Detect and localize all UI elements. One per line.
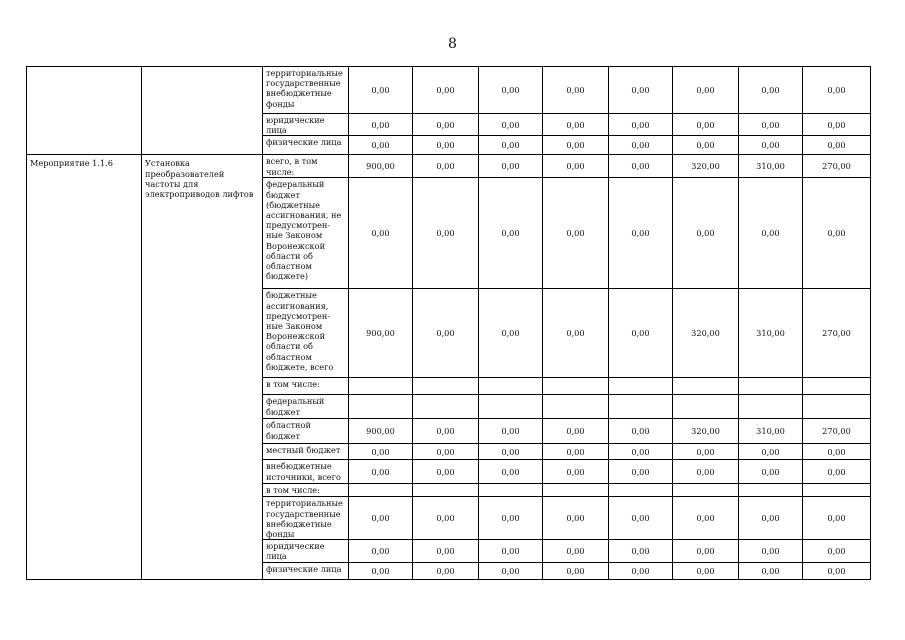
amount-cell: 0,00 — [673, 540, 739, 562]
amount-cell: 0,00 — [413, 444, 479, 460]
amount-cell: 900,00 — [349, 419, 413, 444]
amount-cell — [479, 484, 543, 497]
amount-cell — [479, 378, 543, 395]
amount-cell: 0,00 — [479, 497, 543, 540]
amount-cell: 0,00 — [413, 155, 479, 178]
amount-cell: 0,00 — [543, 178, 609, 289]
amount-cell — [413, 484, 479, 497]
amount-cell — [349, 484, 413, 497]
amount-cell: 0,00 — [543, 497, 609, 540]
amount-cell: 0,00 — [349, 114, 413, 136]
amount-cell — [543, 484, 609, 497]
amount-cell: 0,00 — [543, 419, 609, 444]
amount-cell — [479, 395, 543, 419]
amount-cell: 0,00 — [803, 136, 871, 155]
amount-cell — [803, 484, 871, 497]
amount-cell: 0,00 — [413, 114, 479, 136]
amount-cell: 310,00 — [739, 155, 803, 178]
amount-cell: 0,00 — [543, 67, 609, 114]
amount-cell: 0,00 — [543, 155, 609, 178]
amount-cell: 0,00 — [673, 67, 739, 114]
amount-cell — [609, 378, 673, 395]
amount-cell: 0,00 — [609, 460, 673, 484]
amount-cell: 0,00 — [479, 136, 543, 155]
amount-cell: 0,00 — [479, 178, 543, 289]
funding-source-label: в том числе: — [263, 484, 349, 497]
amount-cell: 0,00 — [413, 562, 479, 579]
amount-cell: 0,00 — [609, 289, 673, 378]
funding-source-label: областной бюджет — [263, 419, 349, 444]
amount-cell: 0,00 — [543, 562, 609, 579]
funding-source-label: федеральный бюджет — [263, 395, 349, 419]
amount-cell: 0,00 — [673, 497, 739, 540]
funding-source-label: физические лица — [263, 562, 349, 579]
amount-cell — [739, 395, 803, 419]
amount-cell: 0,00 — [673, 136, 739, 155]
amount-cell: 0,00 — [609, 497, 673, 540]
amount-cell — [413, 378, 479, 395]
amount-cell: 0,00 — [349, 136, 413, 155]
amount-cell — [803, 378, 871, 395]
amount-cell: 0,00 — [803, 540, 871, 562]
amount-cell: 0,00 — [479, 114, 543, 136]
amount-cell: 0,00 — [543, 540, 609, 562]
page-number: 8 — [447, 36, 458, 52]
amount-cell: 270,00 — [803, 155, 871, 178]
table-row — [27, 155, 871, 178]
event-description-cell — [142, 67, 263, 155]
funding-source-label: территориальные государственные внебюджетные фонды — [263, 497, 349, 540]
amount-cell: 0,00 — [739, 67, 803, 114]
amount-cell: 0,00 — [673, 178, 739, 289]
amount-cell: 0,00 — [543, 136, 609, 155]
amount-cell: 0,00 — [479, 540, 543, 562]
funding-source-label: в том числе: — [263, 378, 349, 395]
amount-cell — [543, 395, 609, 419]
amount-cell: 310,00 — [739, 419, 803, 444]
amount-cell: 0,00 — [803, 460, 871, 484]
amount-cell: 0,00 — [479, 562, 543, 579]
amount-cell: 0,00 — [609, 178, 673, 289]
amount-cell: 270,00 — [803, 289, 871, 378]
amount-cell: 0,00 — [739, 460, 803, 484]
amount-cell: 900,00 — [349, 155, 413, 178]
amount-cell: 0,00 — [803, 497, 871, 540]
amount-cell: 0,00 — [413, 67, 479, 114]
amount-cell: 0,00 — [413, 540, 479, 562]
funding-source-label: бюджетные ассигнования, предусмотрен-ные Законом Воронежской области об областном бюджете, всего — [263, 289, 349, 378]
budget-table — [26, 66, 871, 580]
amount-cell: 0,00 — [739, 540, 803, 562]
funding-source-label: юридические лица — [263, 114, 349, 136]
funding-source-label: местный бюджет — [263, 444, 349, 460]
amount-cell: 0,00 — [413, 136, 479, 155]
amount-cell: 0,00 — [349, 540, 413, 562]
amount-cell: 0,00 — [413, 497, 479, 540]
amount-cell: 0,00 — [739, 178, 803, 289]
amount-cell: 0,00 — [673, 114, 739, 136]
amount-cell: 0,00 — [349, 497, 413, 540]
amount-cell: 0,00 — [803, 67, 871, 114]
amount-cell — [673, 484, 739, 497]
amount-cell: 900,00 — [349, 289, 413, 378]
amount-cell: 310,00 — [739, 289, 803, 378]
amount-cell: 0,00 — [609, 114, 673, 136]
amount-cell: 0,00 — [803, 178, 871, 289]
amount-cell — [543, 378, 609, 395]
amount-cell: 0,00 — [479, 419, 543, 444]
amount-cell: 0,00 — [609, 444, 673, 460]
amount-cell: 0,00 — [413, 419, 479, 444]
amount-cell: 0,00 — [739, 136, 803, 155]
amount-cell — [739, 484, 803, 497]
amount-cell: 0,00 — [609, 540, 673, 562]
amount-cell: 0,00 — [479, 289, 543, 378]
amount-cell: 0,00 — [479, 155, 543, 178]
amount-cell — [803, 395, 871, 419]
amount-cell — [413, 395, 479, 419]
amount-cell: 320,00 — [673, 419, 739, 444]
amount-cell — [673, 378, 739, 395]
amount-cell: 0,00 — [803, 562, 871, 579]
amount-cell: 0,00 — [739, 444, 803, 460]
funding-source-label: всего, в том числе: — [263, 155, 349, 178]
funding-source-label: юридические лица — [263, 540, 349, 562]
amount-cell — [739, 378, 803, 395]
amount-cell — [349, 378, 413, 395]
amount-cell: 0,00 — [543, 460, 609, 484]
amount-cell: 0,00 — [609, 419, 673, 444]
amount-cell: 0,00 — [543, 114, 609, 136]
amount-cell — [349, 395, 413, 419]
amount-cell: 0,00 — [673, 562, 739, 579]
funding-source-label: физические лица — [263, 136, 349, 155]
amount-cell: 0,00 — [739, 497, 803, 540]
amount-cell: 0,00 — [803, 114, 871, 136]
amount-cell: 0,00 — [349, 460, 413, 484]
amount-cell — [609, 395, 673, 419]
amount-cell: 0,00 — [349, 178, 413, 289]
amount-cell: 0,00 — [479, 444, 543, 460]
amount-cell: 0,00 — [479, 460, 543, 484]
amount-cell: 0,00 — [609, 155, 673, 178]
amount-cell: 0,00 — [739, 562, 803, 579]
funding-source-label: внебюджетные источники, всего — [263, 460, 349, 484]
amount-cell: 0,00 — [349, 67, 413, 114]
event-description-cell: Установка преобразователей частоты для электроприводов лифтов — [142, 155, 263, 579]
amount-cell: 0,00 — [413, 289, 479, 378]
amount-cell: 0,00 — [413, 178, 479, 289]
amount-cell: 0,00 — [609, 562, 673, 579]
amount-cell: 0,00 — [543, 289, 609, 378]
amount-cell — [673, 395, 739, 419]
event-name-cell: Мероприятие 1.1.6 — [27, 155, 142, 579]
amount-cell — [609, 484, 673, 497]
amount-cell: 0,00 — [673, 460, 739, 484]
amount-cell: 0,00 — [349, 562, 413, 579]
amount-cell: 270,00 — [803, 419, 871, 444]
amount-cell: 0,00 — [609, 67, 673, 114]
table-row — [27, 67, 871, 114]
amount-cell: 0,00 — [609, 136, 673, 155]
amount-cell: 320,00 — [673, 155, 739, 178]
amount-cell: 0,00 — [349, 444, 413, 460]
amount-cell: 0,00 — [673, 444, 739, 460]
amount-cell: 320,00 — [673, 289, 739, 378]
amount-cell: 0,00 — [739, 114, 803, 136]
amount-cell: 0,00 — [479, 67, 543, 114]
funding-source-label: территориальные государственные внебюджетные фонды — [263, 67, 349, 114]
funding-source-label: федеральный бюджет (бюджетные ассигнования, не предусмотрен-ные Законом Воронежской области об областном бюджете) — [263, 178, 349, 289]
amount-cell: 0,00 — [413, 460, 479, 484]
event-name-cell — [27, 67, 142, 155]
amount-cell: 0,00 — [803, 444, 871, 460]
amount-cell: 0,00 — [543, 444, 609, 460]
